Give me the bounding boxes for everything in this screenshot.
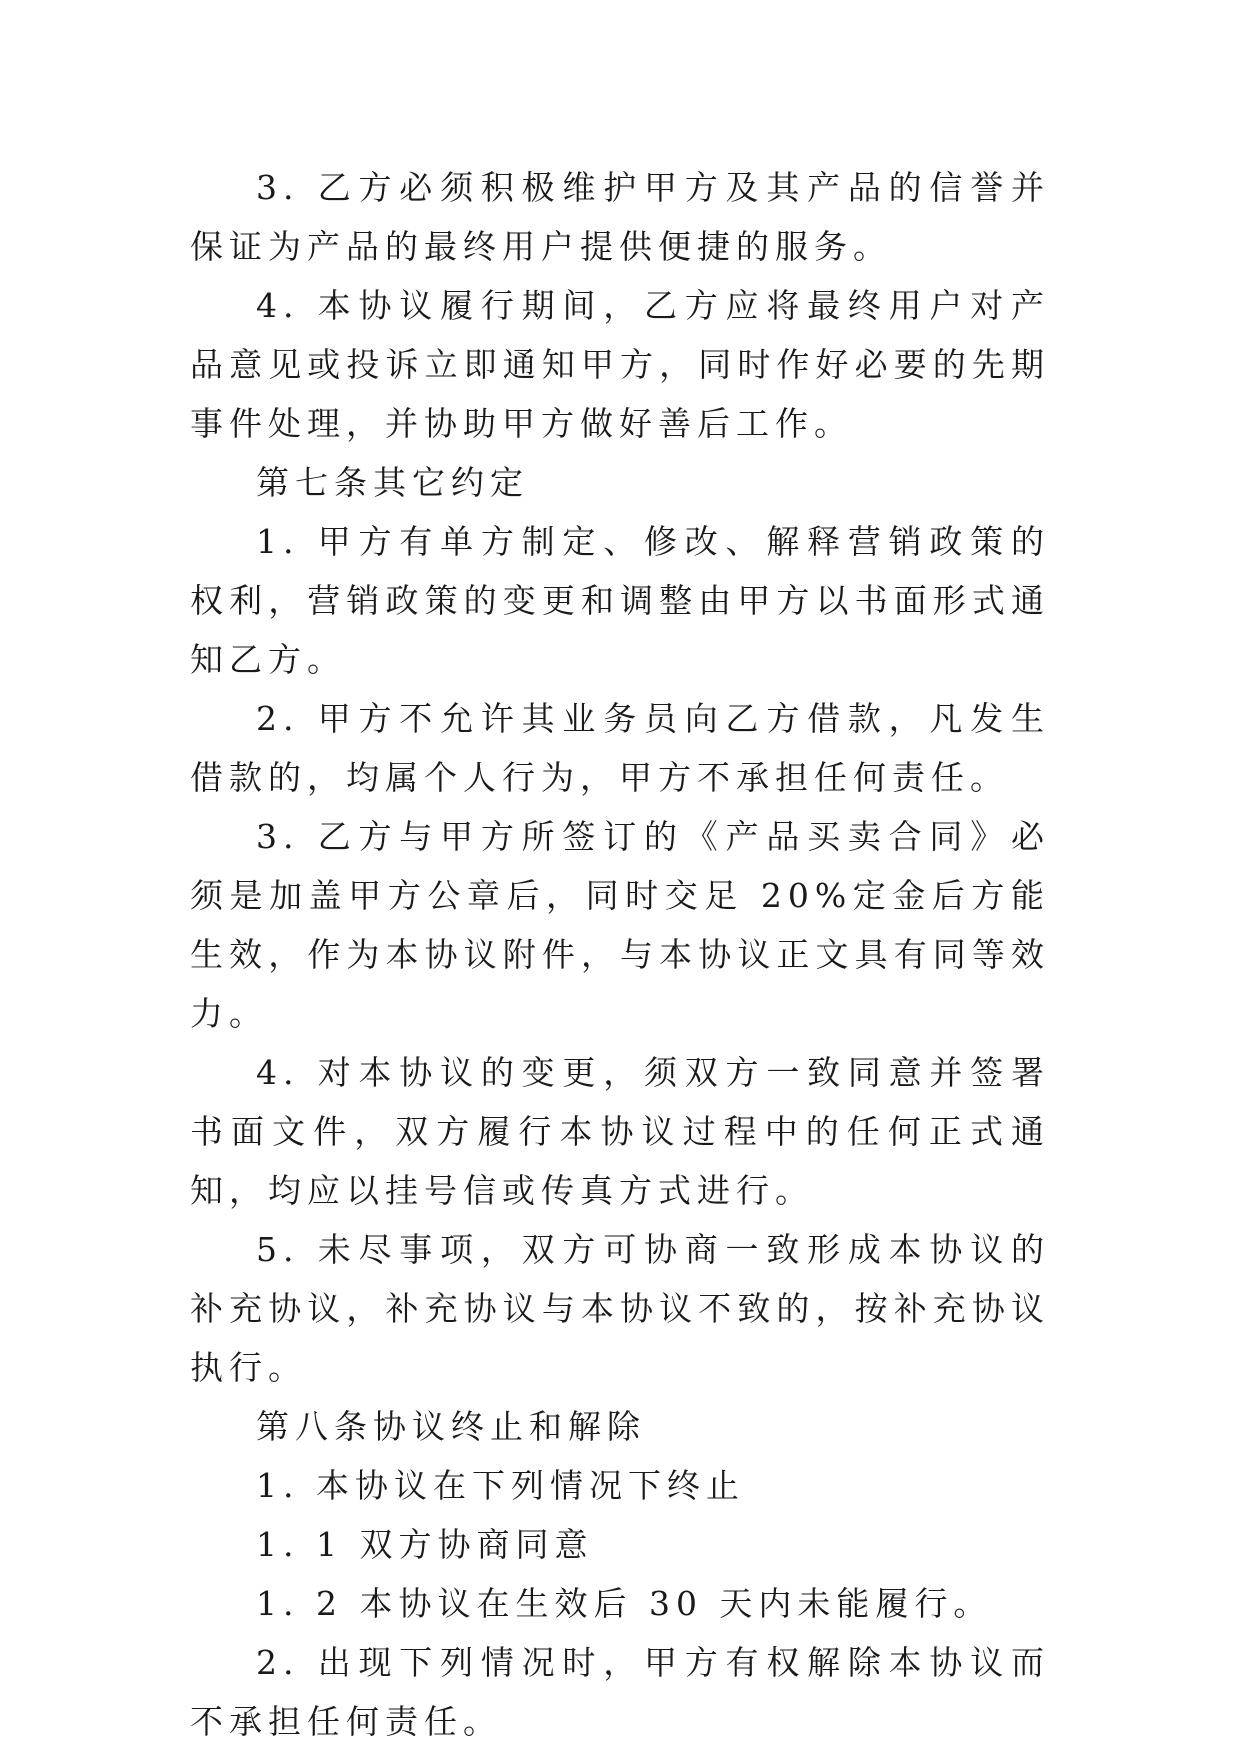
paragraph-article-7-item-3: 3. 乙方与甲方所签订的《产品买卖合同》必须是加盖甲方公章后，同时交足 20%定金后方能生效，作为本协议附件，与本协议正文具有同等效力。	[190, 817, 1050, 1033]
paragraph-clause-4: 4. 本协议履行期间，乙方应将最终用户对产品意见或投诉立即通知甲方，同时作好必要的先期事件处理，并协助甲方做好善后工作。	[190, 286, 1050, 443]
paragraph-article-8-item-2: 2. 出现下列情况时，甲方有权解除本协议而不承担任何责任。	[190, 1643, 1050, 1741]
paragraph-article-8-item-1: 1. 本协议在下列情况下终止	[256, 1466, 745, 1505]
paragraph-article-7-item-1: 1. 甲方有单方制定、修改、解释营销政策的权利，营销政策的变更和调整由甲方以书面形式通知乙方。	[190, 522, 1050, 679]
section-heading-article-7: 第七条其它约定	[256, 463, 529, 502]
section-heading-article-8: 第八条协议终止和解除	[256, 1407, 646, 1446]
paragraph-article-7-item-5: 5. 未尽事项，双方可协商一致形成本协议的补充协议，补充协议与本协议不致的，按补充协议执行。	[190, 1230, 1050, 1387]
paragraph-article-7-item-2: 2. 甲方不允许其业务员向乙方借款，凡发生借款的，均属个人行为，甲方不承担任何责任。	[190, 699, 1050, 797]
paragraph-article-8-item-1-1: 1. 1 双方协商同意	[256, 1525, 594, 1564]
document-body	[190, 158, 1050, 1751]
paragraph-clause-3: 3. 乙方必须积极维护甲方及其产品的信誉并保证为产品的最终用户提供便捷的服务。	[190, 168, 1050, 266]
paragraph-article-7-item-4: 4. 对本协议的变更，须双方一致同意并签署书面文件，双方履行本协议过程中的任何正式通知，均应以挂号信或传真方式进行。	[190, 1053, 1050, 1210]
paragraph-article-8-item-1-2: 1. 2 本协议在生效后 30 天内未能履行。	[256, 1584, 993, 1623]
